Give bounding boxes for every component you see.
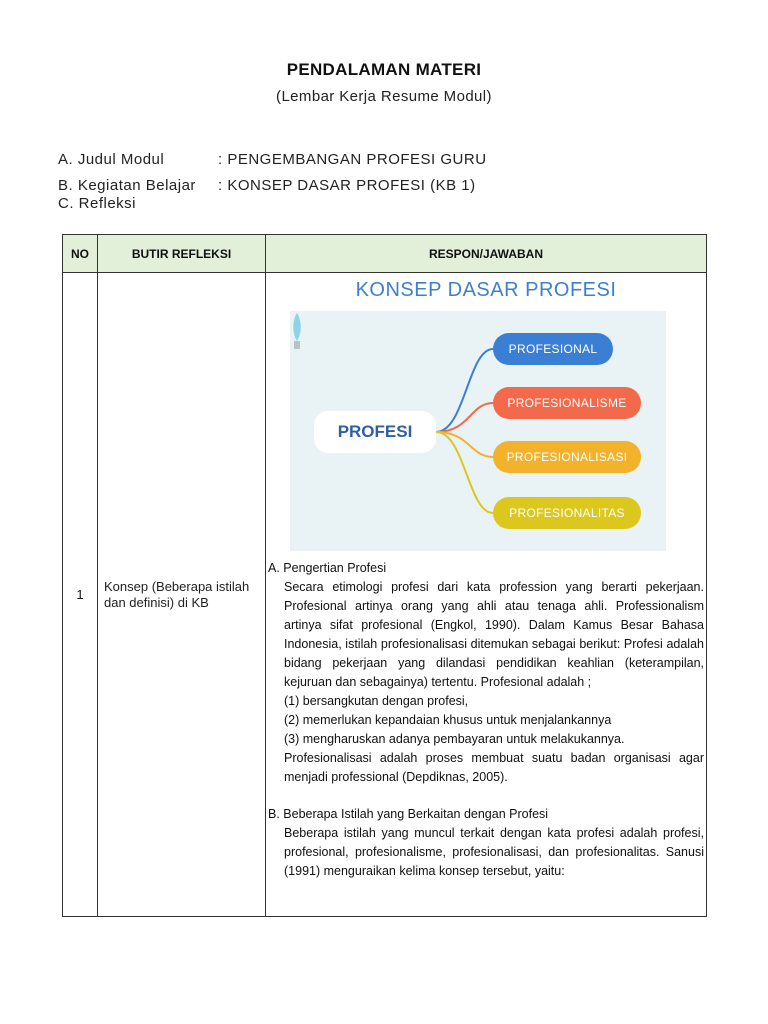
refleksi-table <box>62 234 707 917</box>
refleksi-label: C. Refleksi <box>58 195 137 212</box>
connector-line <box>436 432 493 513</box>
section-a-paragraph: Secara etimologi profesi dari kata profession yang berarti pekerjaan. Profesional artinya orang yang ahli atau tenaga ahli. Professionalism artinya sifat profesional (Engkol, 1990). Dalam Kamus Besar Bahasa Indonesia, istilah profesionalisasi ditemukan sebagai berikut: Profesi adalah bidang pekerjaan yang dilandasi pendidikan keahlian (keterampilan, kejuruan dan sebagainya) tertentu. Profesional adalah ; <box>284 580 704 689</box>
meta-judul-modul <box>58 151 487 168</box>
judul-label: A. Judul Modul <box>58 151 165 168</box>
list-item: (2) memerlukan kepandaian khusus untuk menjalankannya <box>284 713 612 727</box>
diagram-node-profesionalisasi: PROFESIONALISASI <box>493 441 641 473</box>
page-title: PENDALAMAN MATERI <box>286 60 482 79</box>
connector-line <box>436 403 493 432</box>
section-a-title: A. Pengertian Profesi <box>268 561 387 575</box>
connector-line <box>436 349 493 432</box>
response-text <box>268 559 704 881</box>
judul-value: : PENGEMBANGAN PROFESI GURU <box>218 151 487 168</box>
section-b-title: B. Beberapa Istilah yang Berkaitan dengan Profesi <box>268 807 549 821</box>
row-butir: Konsep (Beberapa istilah dan definisi) di KB <box>98 273 266 917</box>
meta-kegiatan-belajar <box>58 177 476 194</box>
concept-diagram <box>290 311 666 551</box>
diagram-node-profesional: PROFESIONAL <box>493 333 613 365</box>
table-row <box>63 273 707 917</box>
diagram-node-profesionalitas: PROFESIONALITAS <box>493 497 641 529</box>
header-respon-jawaban: RESPON/JAWABAN <box>266 235 707 273</box>
diagram-node-profesionalisme: PROFESIONALISME <box>493 387 641 419</box>
list-item: (3) mengharuskan adanya pembayaran untuk melakukannya. <box>284 732 625 746</box>
feather-icon <box>290 311 304 351</box>
table-header-row <box>63 235 707 273</box>
diagram-center-node: PROFESI <box>314 411 436 453</box>
kegiatan-label: B. Kegiatan Belajar <box>58 177 196 194</box>
header-butir-refleksi: BUTIR REFLEKSI <box>98 235 266 273</box>
meta-refleksi <box>58 195 136 212</box>
kegiatan-value: : KONSEP DASAR PROFESI (KB 1) <box>218 177 476 194</box>
page-subtitle: (Lembar Kerja Resume Modul) <box>276 88 492 105</box>
section-b-paragraph: Beberapa istilah yang muncul terkait dengan kata profesi adalah profesi, profesional, profesionalisme, profesionalisasi, dan profesionalitas. Sanusi (1991) menguraikan kelima konsep tersebut, yaitu: <box>284 826 704 878</box>
header-no: NO <box>63 235 98 273</box>
section-a-paragraph-2: Profesionalisasi adalah proses membuat suatu badan organisasi agar menjadi professional (Depdiknas, 2005). <box>284 751 704 784</box>
row-response <box>266 273 707 917</box>
diagram-title: KONSEP DASAR PROFESI <box>355 279 617 301</box>
list-item: (1) bersangkutan dengan profesi, <box>284 694 469 708</box>
row-number: 1 <box>63 273 98 917</box>
